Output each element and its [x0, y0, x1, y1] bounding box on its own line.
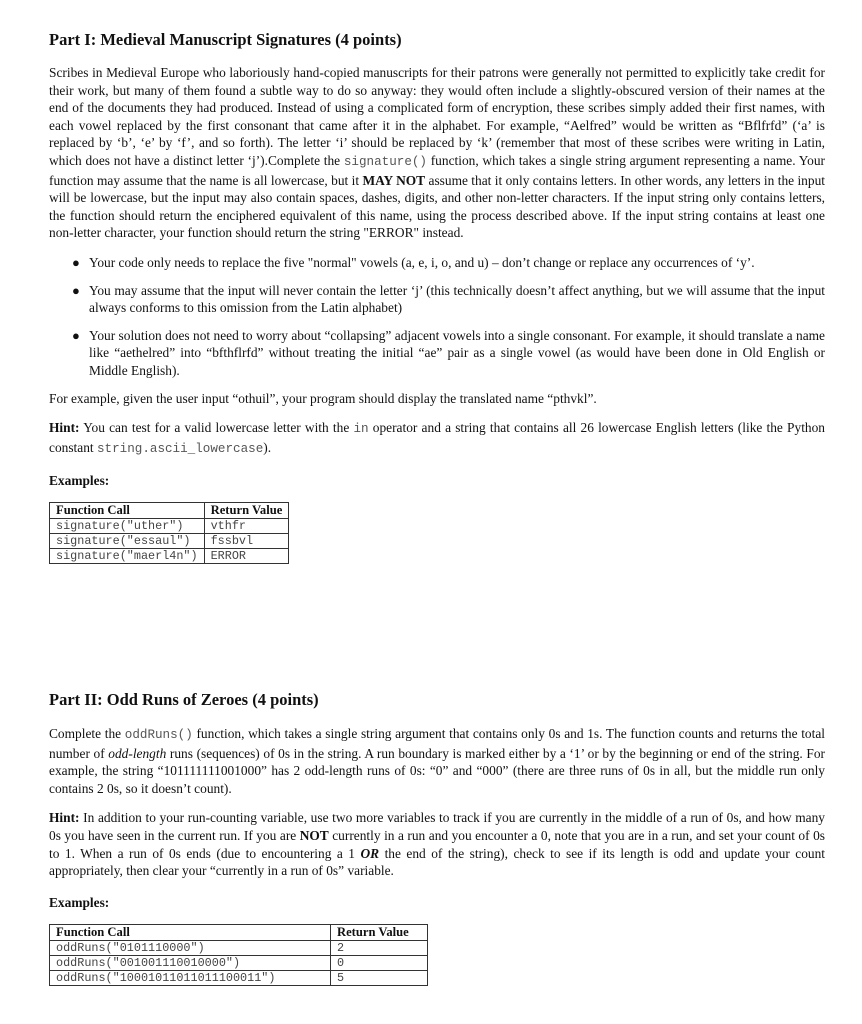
part1-examples-label: Examples: [49, 473, 110, 489]
column-header: Function Call [50, 924, 331, 940]
part1-hint: Hint: You can test for a valid lowercase letter with the in operator and a string that contains all 26 lowercase English letters (like the Python constant string.ascii_lowercase). [49, 420, 825, 456]
column-header: Function Call [50, 503, 205, 519]
bullet-icon: ● [72, 282, 80, 298]
return-value-cell: fssbvl [204, 534, 289, 549]
part2-examples-label: Examples: [49, 894, 110, 910]
function-call-cell: signature("uther") [50, 519, 205, 534]
part1-examples-table [49, 502, 289, 564]
signature-code: signature() [343, 154, 427, 169]
return-value-cell: 0 [331, 955, 428, 970]
column-header: Return Value [331, 924, 428, 940]
table-row [50, 519, 289, 534]
part2-examples-table [49, 924, 428, 986]
part1-heading: Part I: Medieval Manuscript Signatures (4 points) [49, 30, 402, 49]
part2-hint: Hint: In addition to your run-counting variable, use two more variables to track if you are currently in the middle of a run of 0s, and how many 0s you have seen in the current run. If you are NOT currently in a run and you encounter a 0, note that you are in a run, and set your count of 0s to 1. When a run of 0s ends (due to encountering a 1 OR the end of the string), check to see if its length is odd and update your count appropriately, then clear your “currently in a run of 0s” variable. [49, 810, 826, 879]
part2-section [49, 690, 825, 986]
function-call-cell: oddRuns("001001110010000") [50, 955, 331, 970]
table-row [50, 970, 428, 985]
return-value-cell: 2 [331, 940, 428, 955]
function-call-cell: oddRuns("10001011011011100011") [50, 970, 331, 985]
oddruns-code: oddRuns() [124, 728, 193, 742]
part2-description: Complete the oddRuns() function, which takes a single string argument that contains only 0s and 1s. The function counts and returns the total number of odd-length runs (sequences) of 0s in the string. A run boundary is marked either by a ‘1’ or by the beginning or end of the string. For example, the string “101111111001000” has 2 odd-length runs of 0s: “0” and “000” (there are three runs of 0s in all, but the middle run only contains 2 0s, so it doesn’t count). [49, 726, 825, 796]
return-value-cell: ERROR [210, 549, 246, 564]
function-call-cell: signature("maerl4n") [50, 549, 205, 564]
document-page [49, 30, 826, 985]
function-call-cell: signature("essaul") [50, 534, 205, 549]
part1-bullet-list [49, 254, 825, 380]
table-header-row [50, 924, 428, 940]
list-item: ● Your code only needs to replace the five "normal" vowels (a, e, i, o, and u) – don’t change or replace any occurrences of ‘y’. [72, 254, 755, 270]
table-row [50, 955, 428, 970]
part2-heading: Part II: Odd Runs of Zeroes (4 points) [49, 690, 319, 709]
table-header-row [50, 503, 289, 519]
function-call-cell: oddRuns("0101110000") [50, 940, 331, 955]
table-row [50, 940, 428, 955]
table-row [50, 534, 289, 549]
list-item: ● Your solution does not need to worry about “collapsing” adjacent vowels into a single consonant. For example, it should translate a name like “aethelred” into “bfthflrfd” without treating the initial “ae” pair as a single vowel (as would have been done in Old English or Middle English). [72, 327, 825, 378]
return-value-cell: 5 [337, 970, 345, 985]
part1-example-text: For example, given the user input “othuil”, your program should display the translated name “pthvkl”. [49, 390, 597, 406]
return-value-cell: vthfr [204, 519, 289, 534]
table-row [50, 549, 289, 564]
bullet-icon: ● [72, 327, 80, 343]
column-header: Return Value [204, 503, 289, 519]
part1-description: Scribes in Medieval Europe who laboriously hand-copied manuscripts for their patrons were generally not permitted to explicitly take credit for their work, but many of them found a subtle way to do so anyway: they would often include a slightly-obscured version of their names at the end of the documents they had produced. Instead of using a complicated form of encryption, these scribes simply added their first names, with each vowel replaced by the first consonant that came after it in the alphabet. For example, “Aelfred” would be written as “Bflfrfd” (‘a’ is replaced by ‘b’, ‘e’ by ‘f’, and so forth). The letter ‘i’ should be replaced by ‘k’ (remember that most of these scribes were writing in Latin, which does not have a distinct letter ‘j’).Complete the signature() function, which takes a single string argument representing a name. Your function may assume that the name is all lowercase, but it MAY NOT assume that it only contains letters. In other words, any letters in the input will be lowercase, but the input may also contain spaces, dashes, digits, and other non-letter characters. If the input string only contains letters, the function should return the enciphered equivalent of this name, using the process described above. If the input string contains at least one non-letter character, your function should return the string "ERROR" instead. [49, 65, 825, 241]
list-item: ● You may assume that the input will never contain the letter ‘j’ (this technically doesn’t affect anything, but we will assume that the input always conforms to this omission from the Latin alphabet) [72, 282, 825, 316]
bullet-icon: ● [72, 254, 80, 270]
